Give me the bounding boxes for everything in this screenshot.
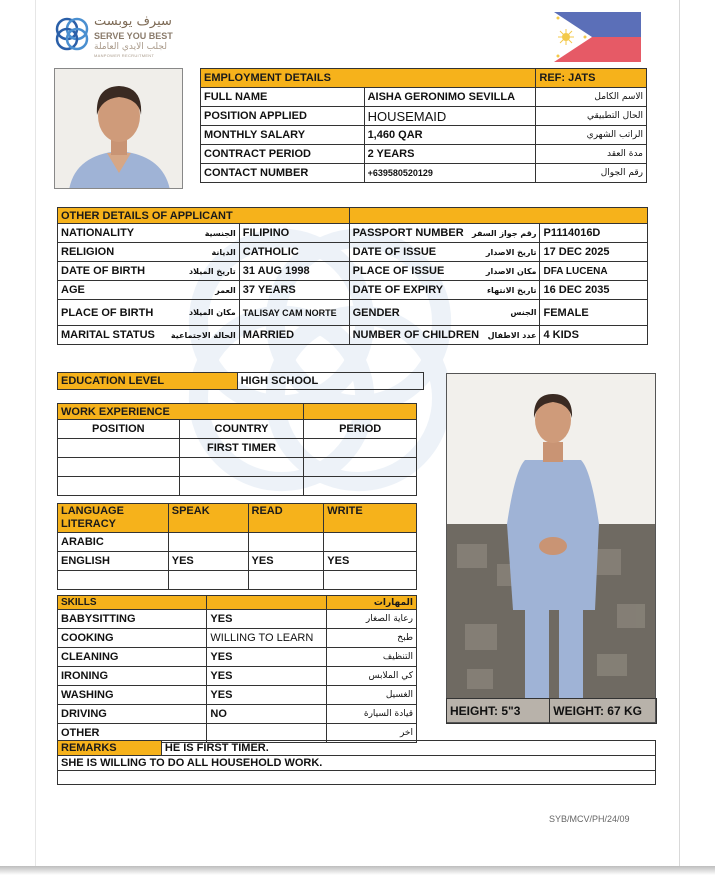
- expiry-arabic: تاريخ الانتهاء: [486, 285, 537, 295]
- speak-header: SPEAK: [168, 504, 248, 533]
- contact-value: +639580520129: [364, 164, 536, 183]
- skill-washing-arabic: الغسيل: [327, 686, 417, 705]
- english-speak: YES: [168, 552, 248, 571]
- contact-label: CONTACT NUMBER: [201, 164, 365, 183]
- table-row: [58, 243, 648, 262]
- employment-details-title: EMPLOYMENT DETAILS: [201, 69, 536, 88]
- table-row: [58, 552, 417, 571]
- issue-date-arabic: تاريخ الاصدار: [485, 247, 537, 257]
- expiry-label: DATE OF EXPIRY: [352, 284, 444, 296]
- nationality-label: NATIONALITY: [61, 227, 135, 239]
- arabic-speak: [168, 533, 248, 552]
- work-country-header: COUNTRY: [179, 420, 304, 439]
- lang-arabic: ARABIC: [58, 533, 169, 552]
- table-row: [58, 439, 417, 458]
- english-write: YES: [324, 552, 417, 571]
- dob-label: DATE OF BIRTH: [61, 265, 146, 277]
- skill-driving-value: NO: [207, 705, 327, 724]
- applicant-full-photo: [446, 373, 656, 723]
- table-row: [58, 458, 417, 477]
- skill-ironing-arabic: كي الملابس: [327, 667, 417, 686]
- logo-english-name: SERVE YOU BEST: [94, 31, 173, 41]
- english-read: YES: [248, 552, 324, 571]
- work-header-blank: [304, 404, 417, 420]
- skill-babysitting-value: YES: [207, 610, 327, 629]
- work-position-header: POSITION: [58, 420, 180, 439]
- skill-washing-label: WASHING: [58, 686, 207, 705]
- document-code: SYB/MCV/PH/24/09: [549, 814, 630, 824]
- marital-arabic: الحالة الاجتماعية: [170, 330, 236, 340]
- employment-details-table: [200, 68, 647, 183]
- height-value: HEIGHT: 5"3: [447, 699, 550, 724]
- language-table: [57, 503, 417, 590]
- table-row: [58, 224, 648, 243]
- skill-cleaning-value: YES: [207, 648, 327, 667]
- skill-cleaning-arabic: التنظيف: [327, 648, 417, 667]
- logo-arabic-name: سيرف يوبست: [94, 14, 172, 29]
- contact-arabic: رقم الجوال: [536, 164, 647, 183]
- age-arabic: العمر: [215, 285, 236, 295]
- other-details-table: [57, 207, 648, 345]
- religion-label: RELIGION: [61, 246, 115, 258]
- education-table: [57, 372, 424, 390]
- logo-rings-icon: [52, 14, 92, 54]
- remarks-blank-line: [58, 771, 656, 785]
- table-row: [58, 667, 417, 686]
- other-details-title: OTHER DETAILS OF APPLICANT: [58, 208, 350, 224]
- table-row: [58, 262, 648, 281]
- skill-cooking-value: WILLING TO LEARN: [207, 629, 327, 648]
- table-row: [58, 648, 417, 667]
- birthplace-arabic: مكان الميلاد: [188, 308, 236, 317]
- philippines-flag-icon: [554, 12, 641, 62]
- remarks-label: REMARKS: [58, 741, 162, 756]
- skill-washing-value: YES: [207, 686, 327, 705]
- gender-label: GENDER: [352, 306, 400, 319]
- remarks-line1: HE IS FIRST TIMER.: [161, 741, 655, 756]
- age-value: 37 YEARS: [239, 281, 349, 300]
- company-logo: [52, 12, 182, 62]
- skill-driving-label: DRIVING: [58, 705, 207, 724]
- passport-label: PASSPORT NUMBER: [352, 227, 464, 239]
- expiry-value: 16 DEC 2035: [540, 281, 648, 300]
- table-row: [58, 705, 417, 724]
- contract-arabic: مدة العقد: [536, 145, 647, 164]
- skill-other-label: OTHER: [58, 724, 207, 743]
- remarks-table: [57, 740, 656, 785]
- write-header: WRITE: [324, 504, 417, 533]
- table-row: [58, 477, 417, 496]
- skills-header-blank: [207, 596, 327, 610]
- remarks-line2: SHE IS WILLING TO DO ALL HOUSEHOLD WORK.: [58, 756, 656, 771]
- salary-label: MONTHLY SALARY: [201, 126, 365, 145]
- skill-cleaning-label: CLEANING: [58, 648, 207, 667]
- table-row: [58, 686, 417, 705]
- children-label: NUMBER OF CHILDREN: [352, 329, 480, 341]
- table-row: [58, 300, 648, 326]
- issue-place-label: PLACE OF ISSUE: [352, 265, 445, 277]
- work-experience-title: WORK EXPERIENCE: [58, 404, 304, 420]
- nationality-value: FILIPINO: [239, 224, 349, 243]
- issue-place-value: DFA LUCENA: [540, 262, 648, 281]
- gender-arabic: الجنس: [510, 308, 537, 317]
- full-body-portrait-icon: [447, 374, 656, 723]
- skill-babysitting-arabic: رعاية الصغار: [327, 610, 417, 629]
- nationality-arabic: الجنسية: [204, 228, 236, 238]
- table-row: [58, 281, 648, 300]
- physical-table: [446, 698, 657, 724]
- contract-label: CONTRACT PERIOD: [201, 145, 365, 164]
- skill-other-arabic: اخر: [327, 724, 417, 743]
- skill-driving-arabic: قيادة السيارة: [327, 705, 417, 724]
- skill-cooking-arabic: طبخ: [327, 629, 417, 648]
- logo-english-sub: MANPOWER RECRUITMENT: [94, 53, 155, 58]
- table-row: [58, 326, 648, 345]
- religion-value: CATHOLIC: [239, 243, 349, 262]
- dob-arabic: تاريخ الميلاد: [189, 266, 236, 276]
- ref-code: REF: JATS: [536, 69, 647, 88]
- skills-title: SKILLS: [58, 596, 207, 610]
- table-row: [58, 610, 417, 629]
- position-label: POSITION APPLIED: [201, 107, 365, 126]
- salary-arabic: الراتب الشهري: [536, 126, 647, 145]
- salary-value: 1,460 QAR: [364, 126, 536, 145]
- skill-cooking-label: COOKING: [58, 629, 207, 648]
- skills-title-arabic: المهارات: [327, 596, 417, 610]
- language-title: LANGUAGE LITERACY: [58, 504, 169, 533]
- marital-label: MARITAL STATUS: [61, 329, 155, 341]
- other-details-header-blank: [349, 208, 647, 224]
- skill-ironing-value: YES: [207, 667, 327, 686]
- age-label: AGE: [61, 284, 85, 296]
- full-name-value: AISHA GERONIMO SEVILLA: [364, 88, 536, 107]
- issue-place-arabic: مكان الاصدار: [485, 266, 537, 276]
- birthplace-value: TALISAY CAM NORTE: [239, 300, 349, 326]
- children-arabic: عدد الاطفال: [487, 330, 537, 340]
- skill-ironing-label: IRONING: [58, 667, 207, 686]
- table-row: [58, 571, 417, 590]
- birthplace-label: PLACE OF BIRTH: [61, 306, 154, 319]
- full-name-arabic: الاسم الكامل: [536, 88, 647, 107]
- weight-value: WEIGHT: 67 KG: [550, 699, 657, 724]
- headshot-portrait-icon: [55, 69, 183, 189]
- work-experience-table: [57, 403, 417, 496]
- dob-value: 31 AUG 1998: [239, 262, 349, 281]
- passport-arabic: رقم جواز السفر: [472, 228, 537, 238]
- contract-value: 2 YEARS: [364, 145, 536, 164]
- passport-value: P1114016D: [540, 224, 648, 243]
- table-row: [58, 629, 417, 648]
- children-value: 4 KIDS: [540, 326, 648, 345]
- logo-arabic-sub: لجلب الايدي العاملة: [94, 42, 167, 52]
- education-value: HIGH SCHOOL: [237, 373, 423, 390]
- position-arabic: الحال التطبيقي: [536, 107, 647, 126]
- read-header: READ: [248, 504, 324, 533]
- issue-date-value: 17 DEC 2025: [540, 243, 648, 262]
- lang-english: ENGLISH: [58, 552, 169, 571]
- page-shadow: [0, 866, 715, 875]
- work-country-first-timer: FIRST TIMER: [179, 439, 304, 458]
- marital-value: MARRIED: [239, 326, 349, 345]
- religion-arabic: الديانة: [211, 247, 236, 257]
- skills-table: [57, 595, 417, 743]
- issue-date-label: DATE OF ISSUE: [352, 246, 437, 258]
- arabic-read: [248, 533, 324, 552]
- applicant-headshot: [54, 68, 183, 189]
- position-value: HOUSEMAID: [364, 107, 536, 126]
- arabic-write: [324, 533, 417, 552]
- full-name-label: FULL NAME: [201, 88, 365, 107]
- table-row: [58, 533, 417, 552]
- education-label: EDUCATION LEVEL: [58, 373, 238, 390]
- skill-babysitting-label: BABYSITTING: [58, 610, 207, 629]
- gender-value: FEMALE: [540, 300, 648, 326]
- work-period-header: PERIOD: [304, 420, 417, 439]
